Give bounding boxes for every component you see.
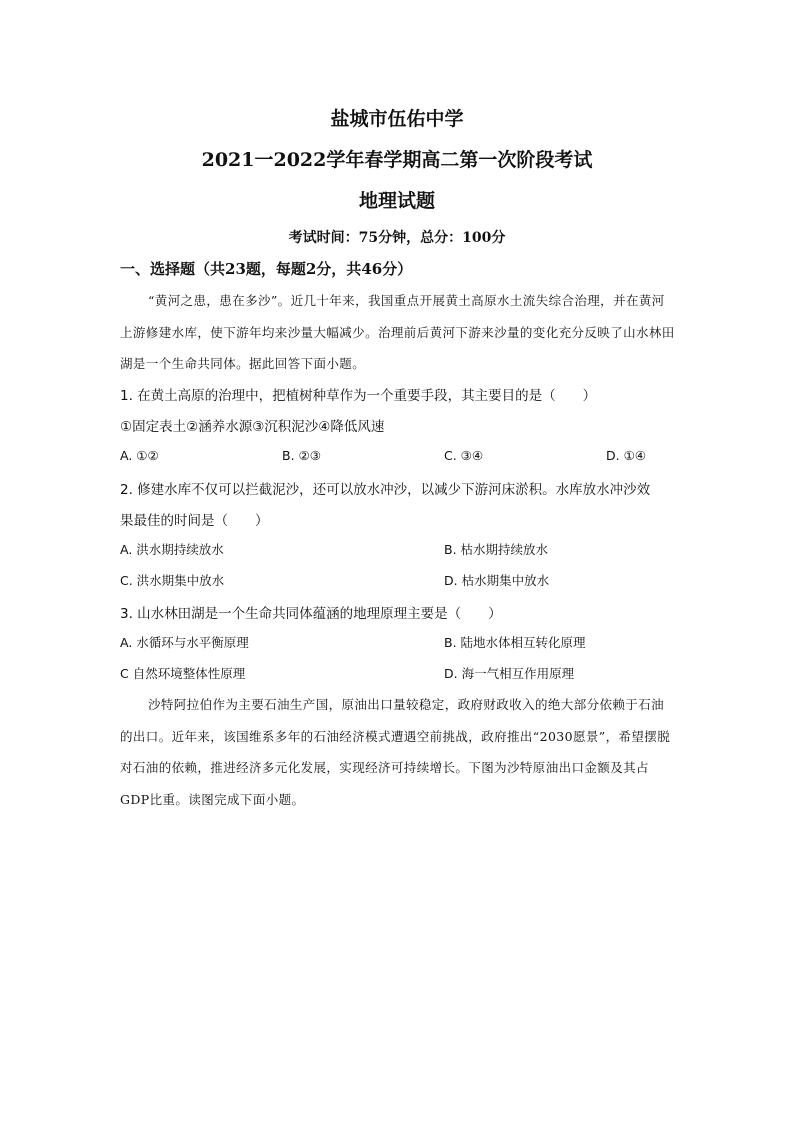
passage-2 — [120, 689, 676, 815]
q1-option-a: A. ①② — [120, 448, 159, 463]
q3-option-a: A. 水循环与水平衡原理 — [120, 635, 249, 650]
q1-option-b: B. ②③ — [282, 448, 321, 463]
q3-option-b: B. 陆地水体相互转化原理 — [444, 635, 586, 650]
passage-1 — [120, 285, 676, 380]
passage-1-text: “黄河之患，患在多沙”。近几十年来，我国重点开展黄土高原水土流失综合治理，并在黄河上游修建水库，使下游年均来沙量大幅减少。治理前后黄河下游来沙量的变化充分反映了山水林田湖是一个生命共同体。据此回答下面小题。 — [120, 293, 675, 371]
question-1-items: ①固定表土②涵养水源③沉积泥沙④降低风速 — [120, 419, 385, 435]
subject-title: 地理试题 — [358, 190, 435, 212]
q1-option-c: C. ③④ — [444, 448, 484, 463]
q1-option-d: D. ①④ — [606, 448, 646, 463]
q2-option-d: D. 枯水期集中放水 — [444, 573, 550, 588]
q3-option-c: C 自然环境整体性原理 — [120, 666, 246, 681]
section-heading: 一、选择题（共23题，每题2分，共46分） — [120, 260, 413, 278]
q3-option-d: D. 海一气相互作用原理 — [444, 666, 575, 681]
question-3-stem: 3. 山水林田湖是一个生命共同体蕴涵的地理原理主要是（ ） — [120, 606, 502, 622]
passage-2-text: 沙特阿拉伯作为主要石油生产国，原油出口量较稳定，政府财政收入的绝大部分依赖于石油的出口。近年来，该国维系多年的石油经济模式遭遇空前挑战，政府推出“2030愿景”，希望摆脱对石油的依赖，推进经济多元化发展，实现经济可持续增长。下图为沙特原油出口金额及其占GDP比重。读图完成下面小题。 — [120, 697, 671, 807]
q2-option-a: A. 洪水期持续放水 — [120, 542, 224, 557]
q2-option-c: C. 洪水期集中放水 — [120, 573, 225, 588]
school-name: 盐城市伍佑中学 — [330, 108, 464, 130]
q2-option-b: B. 枯水期持续放水 — [444, 542, 549, 557]
exam-info: 考试时间：75分钟，总分：100分 — [288, 230, 506, 246]
question-1-stem: 1. 在黄土高原的治理中，把植树种草作为一个重要手段，其主要目的是（ ） — [120, 388, 597, 404]
question-2-stem-line-1: 2. 修建水库不仅可以拦截泥沙，还可以放水冲沙，以减少下游河床淤积。水库放水冲沙效 — [120, 482, 651, 498]
exam-title: 2021一2022学年春学期高二第一次阶段考试 — [201, 149, 593, 171]
question-2-stem-line-2: 果最佳的时间是（ ） — [120, 513, 269, 529]
